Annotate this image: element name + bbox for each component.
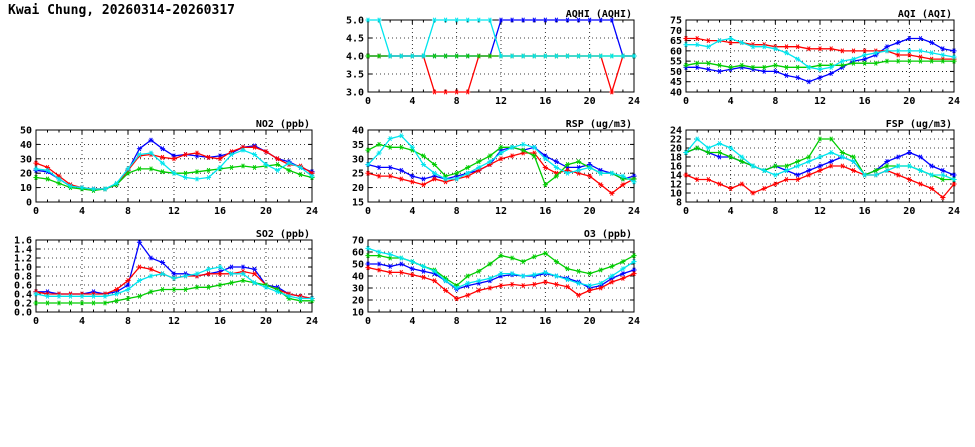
svg-text:20: 20 [903, 96, 916, 107]
chart-panel-fsp [660, 118, 960, 218]
svg-text:O3 (ppb): O3 (ppb) [583, 229, 632, 240]
svg-text:24: 24 [627, 316, 640, 327]
svg-text:22: 22 [669, 134, 682, 146]
svg-text:24: 24 [947, 96, 960, 107]
svg-text:8: 8 [453, 96, 460, 107]
svg-text:40: 40 [19, 139, 32, 151]
svg-text:16: 16 [213, 206, 227, 217]
svg-text:30: 30 [351, 154, 364, 166]
chart-panel-no2 [8, 118, 318, 218]
svg-text:12: 12 [167, 316, 181, 327]
svg-text:8: 8 [675, 197, 682, 209]
svg-text:65: 65 [669, 36, 682, 48]
svg-text:0: 0 [364, 316, 372, 327]
svg-text:24: 24 [627, 206, 640, 217]
svg-text:4: 4 [409, 316, 416, 327]
svg-text:AQHI (AQHI): AQHI (AQHI) [565, 9, 632, 20]
chart-panel-rsp [340, 118, 640, 218]
svg-text:45: 45 [669, 77, 682, 89]
svg-text:70: 70 [351, 235, 364, 247]
svg-text:8: 8 [453, 206, 460, 217]
svg-text:20: 20 [583, 96, 596, 107]
svg-text:16: 16 [539, 316, 552, 327]
page-title: Kwai Chung, 20260314-20260317 [8, 3, 235, 18]
svg-text:20: 20 [583, 316, 596, 327]
svg-text:4: 4 [727, 206, 734, 217]
svg-text:24: 24 [305, 316, 318, 327]
svg-text:12: 12 [669, 179, 682, 191]
svg-text:8: 8 [772, 96, 779, 107]
svg-text:20: 20 [351, 295, 364, 307]
svg-text:3.0: 3.0 [345, 87, 364, 99]
svg-text:20: 20 [903, 206, 916, 217]
chart-panel-aqhi [340, 8, 640, 108]
svg-text:14: 14 [669, 170, 682, 182]
svg-text:0: 0 [32, 316, 40, 327]
svg-text:16: 16 [858, 206, 871, 217]
svg-text:50: 50 [19, 125, 32, 137]
svg-text:4: 4 [78, 206, 86, 217]
svg-text:25: 25 [351, 168, 364, 180]
svg-text:8: 8 [124, 206, 132, 217]
svg-text:12: 12 [813, 96, 827, 107]
svg-text:8: 8 [124, 316, 132, 327]
svg-text:0: 0 [364, 96, 372, 107]
svg-text:75: 75 [669, 15, 682, 27]
svg-text:1.0: 1.0 [13, 262, 32, 274]
svg-text:16: 16 [539, 96, 552, 107]
svg-text:12: 12 [494, 96, 508, 107]
svg-text:1.2: 1.2 [13, 253, 32, 265]
svg-text:0: 0 [682, 206, 690, 217]
svg-text:18: 18 [669, 152, 682, 164]
svg-text:55: 55 [669, 56, 682, 68]
svg-text:4.5: 4.5 [345, 33, 364, 45]
svg-text:4.0: 4.0 [345, 51, 364, 63]
svg-text:0.8: 0.8 [13, 271, 32, 283]
svg-text:20: 20 [583, 206, 596, 217]
svg-text:20: 20 [669, 143, 682, 155]
svg-text:0: 0 [25, 197, 32, 209]
chart-panel-o3 [340, 228, 640, 328]
svg-text:0.0: 0.0 [13, 307, 32, 319]
svg-text:1.4: 1.4 [13, 244, 32, 256]
svg-text:0.2: 0.2 [13, 298, 32, 310]
svg-text:SO2 (ppb): SO2 (ppb) [255, 229, 310, 240]
svg-text:0: 0 [32, 206, 40, 217]
svg-text:FSP (ug/m3): FSP (ug/m3) [885, 119, 952, 130]
svg-text:RSP (ug/m3): RSP (ug/m3) [565, 119, 632, 130]
svg-text:20: 20 [351, 183, 364, 195]
svg-text:AQI (AQI): AQI (AQI) [897, 9, 952, 20]
svg-text:24: 24 [305, 206, 318, 217]
svg-text:10: 10 [19, 183, 32, 195]
svg-text:40: 40 [669, 87, 682, 99]
svg-text:24: 24 [669, 125, 682, 137]
svg-text:24: 24 [627, 96, 640, 107]
svg-text:20: 20 [259, 316, 273, 327]
svg-text:12: 12 [167, 206, 181, 217]
svg-text:8: 8 [772, 206, 779, 217]
svg-text:20: 20 [19, 168, 32, 180]
svg-text:12: 12 [494, 206, 508, 217]
svg-text:60: 60 [351, 247, 364, 259]
svg-text:15: 15 [351, 197, 364, 209]
svg-text:4: 4 [409, 96, 416, 107]
svg-text:60: 60 [669, 46, 682, 58]
svg-text:20: 20 [259, 206, 273, 217]
svg-text:0: 0 [682, 96, 690, 107]
svg-text:50: 50 [669, 66, 682, 78]
svg-text:12: 12 [813, 206, 827, 217]
svg-text:0: 0 [364, 206, 372, 217]
svg-text:1.6: 1.6 [13, 235, 32, 247]
svg-text:35: 35 [351, 139, 364, 151]
svg-text:3.5: 3.5 [345, 69, 364, 81]
svg-text:16: 16 [858, 96, 871, 107]
svg-text:40: 40 [351, 271, 364, 283]
svg-text:40: 40 [351, 125, 364, 137]
chart-panel-so2 [8, 228, 318, 328]
chart-panel-aqi [660, 8, 960, 108]
svg-text:12: 12 [494, 316, 508, 327]
svg-text:4: 4 [409, 206, 416, 217]
svg-text:30: 30 [19, 154, 32, 166]
svg-text:0.6: 0.6 [13, 280, 32, 292]
svg-text:8: 8 [453, 316, 460, 327]
svg-text:10: 10 [351, 307, 364, 319]
svg-text:16: 16 [213, 316, 227, 327]
svg-text:70: 70 [669, 25, 682, 37]
svg-text:24: 24 [947, 206, 960, 217]
svg-text:50: 50 [351, 259, 364, 271]
svg-text:4: 4 [727, 96, 734, 107]
svg-text:16: 16 [539, 206, 552, 217]
svg-text:4: 4 [78, 316, 86, 327]
svg-text:NO2 (ppb): NO2 (ppb) [255, 119, 310, 130]
svg-text:0.4: 0.4 [13, 289, 32, 301]
svg-text:5.0: 5.0 [345, 15, 364, 27]
svg-text:10: 10 [669, 188, 682, 200]
svg-text:30: 30 [351, 283, 364, 295]
svg-text:16: 16 [669, 161, 682, 173]
